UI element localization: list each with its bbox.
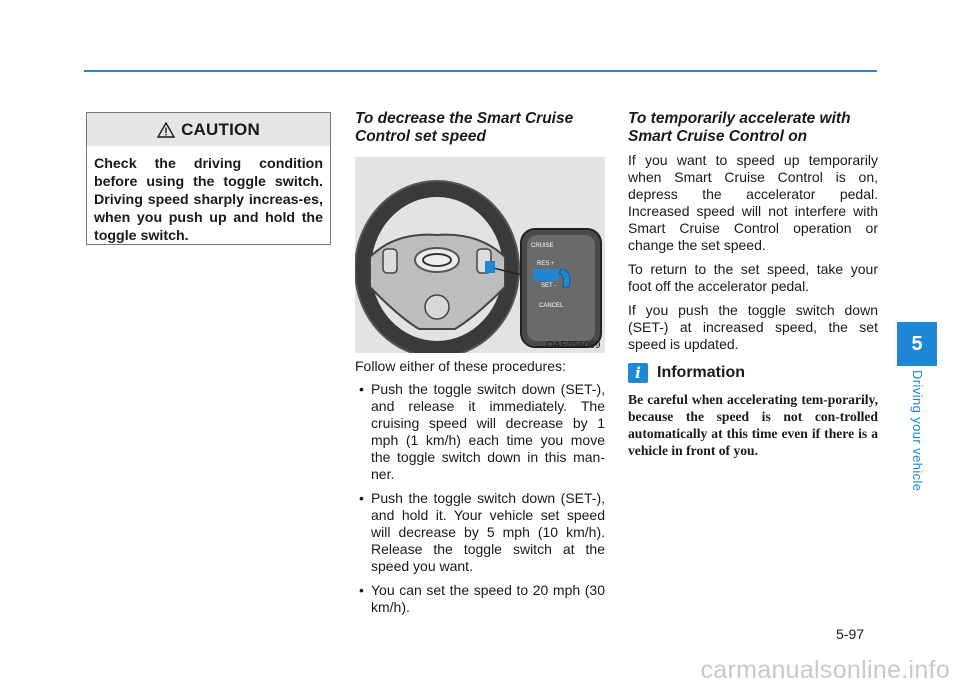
set-label: SET - bbox=[541, 283, 557, 289]
figure-code: OAE056069 bbox=[546, 340, 601, 351]
res-label: RES + bbox=[537, 261, 555, 267]
watermark: carmanualsonline.info bbox=[700, 656, 950, 684]
list-item: • Push the toggle switch down (SET-), and hold it. Your vehicle set speed will decrease by 5 mph (10 km/h). Release the toggle switch at the speed you want. bbox=[355, 490, 605, 575]
header-rule bbox=[84, 70, 877, 72]
cruise-label: CRUISE bbox=[531, 243, 554, 249]
warning-triangle-icon bbox=[157, 122, 175, 138]
accelerate-body bbox=[628, 152, 878, 353]
chapter-label: Driving your vehicle bbox=[910, 370, 925, 492]
caution-header bbox=[87, 113, 330, 146]
information-title: Information bbox=[657, 364, 745, 381]
information-text: Be careful when accelerating tem-porarily, because the speed is not con-trolled automatically at this time even if there is a vehicle in front of you. bbox=[628, 392, 878, 458]
accelerate-heading: To temporarily accelerate with Smart Cruise Control on bbox=[628, 110, 851, 145]
list-item: • You can set the speed to 20 mph (30 km/h). bbox=[355, 582, 605, 616]
page-number: 5-97 bbox=[836, 626, 865, 642]
steering-wheel-figure bbox=[355, 157, 605, 353]
caution-title: CAUTION bbox=[181, 119, 260, 139]
caution-text: Check the driving condition before using the toggle switch. Driving speed sharply increas-es, when you push up and hold the toggle switch. bbox=[94, 156, 323, 244]
paragraph: If you want to speed up temporarily when Smart Cruise Control is on, depress the accelerator pedal. Increased speed will not interfere with Smart Cruise Control operation or change the set speed. bbox=[628, 152, 878, 253]
list-item: • Push the toggle switch down (SET-), and release it immediately. The cruising speed will decrease by 1 mph (1 km/h) each time you move the toggle switch down in this man-ner. bbox=[355, 381, 605, 483]
information-header bbox=[628, 363, 878, 383]
cancel-label: CANCEL bbox=[539, 303, 564, 309]
caution-box bbox=[86, 112, 331, 245]
paragraph: If you push the toggle switch down (SET-) at increased speed, the set speed is updated. bbox=[628, 302, 878, 352]
decrease-bullets bbox=[355, 381, 605, 616]
chapter-tab: 5 bbox=[897, 322, 937, 366]
decrease-section bbox=[355, 110, 605, 146]
steering-wheel-illustration bbox=[355, 157, 605, 353]
info-icon: i bbox=[628, 363, 648, 383]
paragraph: To return to the set speed, take your foot off the accelerator pedal. bbox=[628, 261, 878, 294]
accelerate-section bbox=[628, 110, 878, 459]
decrease-intro: Follow either of these procedures: bbox=[355, 358, 566, 374]
decrease-heading: To decrease the Smart Cruise Control set speed bbox=[355, 110, 574, 145]
decrease-body bbox=[355, 358, 605, 623]
